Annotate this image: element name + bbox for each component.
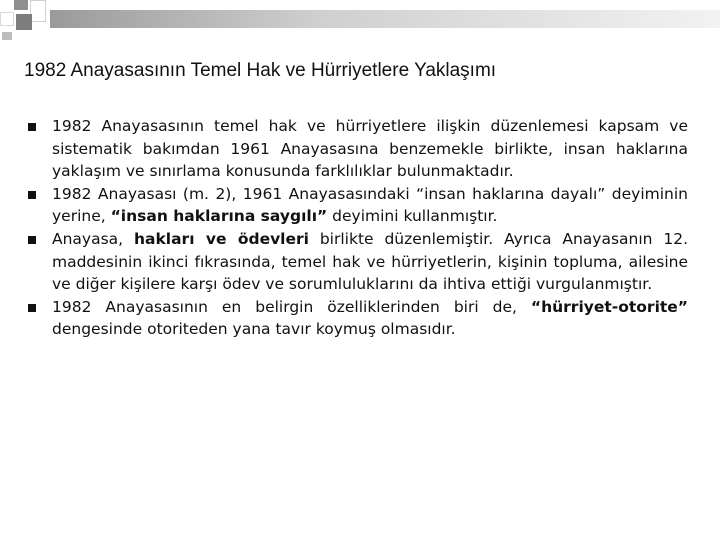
decorative-square — [14, 0, 28, 10]
decorative-square — [0, 12, 14, 26]
square-bullet-icon — [28, 304, 36, 312]
bullet-item — [28, 115, 688, 183]
bullet-item — [28, 228, 688, 296]
bullet-text-segment: 1982 Anayasası (m. 2), 1961 Anayasasındaki “insan haklarına dayalı” deyiminin yerine, — [52, 184, 688, 226]
square-bullet-icon — [28, 236, 36, 244]
bullet-text-bold-segment: “insan haklarına saygılı” — [110, 207, 328, 226]
decorative-square — [30, 0, 46, 22]
bullet-text-segment: 1982 Anayasasının temel hak ve hürriyetlere ilişkin düzenlemesi kapsam ve sistematik bakımdan 1961 Anayasasına benzemekle birlikte, insan haklarına yaklaşım ve sınırlama konusunda farklılıklar bulunmaktadır. — [52, 117, 688, 181]
header-gradient-bar — [50, 10, 720, 28]
bullet-text-segment: deyimini kullanmıştır. — [327, 207, 498, 226]
decorative-square — [2, 32, 12, 40]
bullet-text-segment: birlikte düzenlemiştir. Ayrıca Anayasanın 12. maddesinin ikinci fıkrasında, temel hak ve hürriyetlerin, kişinin topluma, ailesine ve diğer kişilere karşı ödev ve sorumluluklarını da ihtiva ettiği vurgulanmıştır. — [52, 229, 688, 294]
bullet-text-segment: Anayasa, — [52, 229, 134, 248]
bullet-item — [28, 183, 688, 228]
square-bullet-icon — [28, 123, 36, 131]
bullet-text-segment: dengesinde otoriteden yana tavır koymuş olmasıdır. — [52, 320, 456, 339]
square-bullet-icon — [28, 191, 36, 199]
decorative-square — [16, 14, 32, 30]
bullet-item — [28, 296, 688, 341]
bullet-text-bold-segment: hakları ve ödevleri — [133, 229, 309, 248]
bullet-list — [28, 115, 688, 341]
slide-title: 1982 Anayasasının Temel Hak ve Hürriyetlere Yaklaşımı — [24, 60, 497, 81]
bullet-text-segment: 1982 Anayasasının en belirgin özelliklerinden biri de, — [52, 297, 531, 316]
bullet-text-bold-segment: “hürriyet-otorite” — [530, 297, 688, 316]
header-decoration — [0, 0, 720, 40]
